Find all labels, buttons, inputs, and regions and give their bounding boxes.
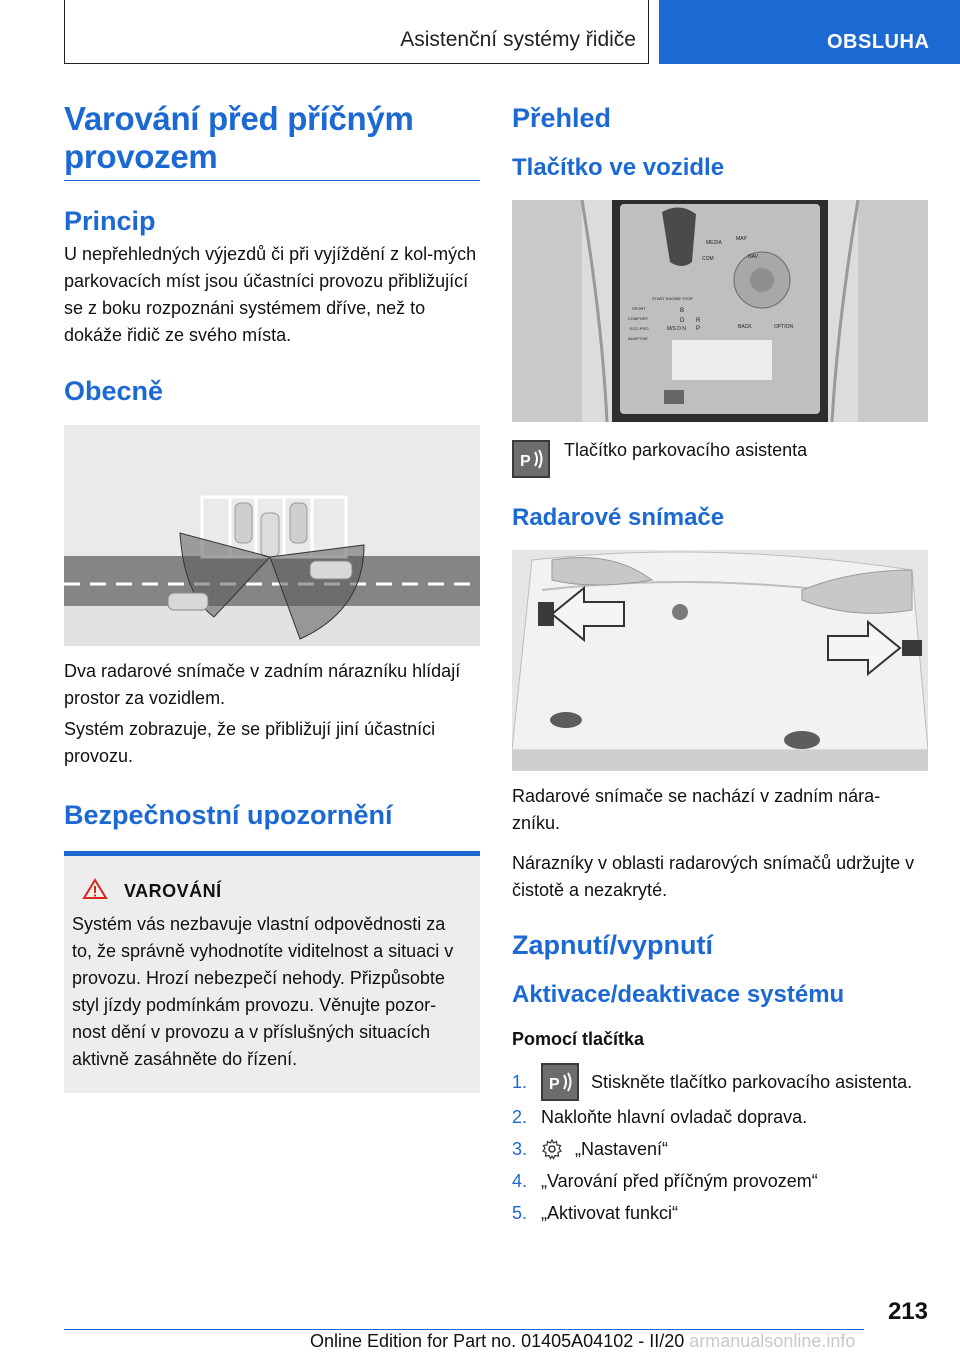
step-number: 2. — [512, 1107, 528, 1127]
heading-general: Obecně — [64, 376, 164, 406]
label-comfort: COMFORT — [628, 316, 649, 321]
button-caption-row — [512, 440, 928, 478]
footer-edition: Online Edition for Part no. 01405A04102 - II/20 — [310, 1331, 685, 1351]
label-back: BACK — [738, 324, 752, 330]
warning-title-row — [82, 878, 470, 905]
parking-diagram — [64, 425, 480, 646]
header-box — [64, 0, 649, 64]
warning-box — [64, 851, 480, 1093]
footer-rule — [64, 1329, 864, 1330]
radar-text-1: Radarové snímače se nachází v zadním nára‐zníku. — [512, 786, 881, 833]
footer-edition-line — [310, 1331, 855, 1352]
step-4 — [512, 1165, 928, 1197]
label-nav: NAV — [748, 254, 758, 260]
label-option: OPTION — [774, 324, 794, 330]
parking-diagram-figure — [64, 425, 480, 646]
label-sport: SPORT — [632, 306, 646, 311]
step-1 — [512, 1063, 928, 1101]
step-text: Nakloňte hlavní ovladač doprava. — [541, 1107, 808, 1127]
radar-text-2: Nárazníky v oblasti radarových snímačů udržujte v čistotě a nezakryté. — [512, 853, 915, 900]
header-tab-obsluha[interactable]: OBSLUHA — [659, 0, 960, 64]
step-5 — [512, 1197, 928, 1229]
header-section-title: Asistenční systémy řidiče — [400, 28, 636, 51]
label-gear-p: P — [696, 326, 701, 332]
step-text: „Varování před příčným provozem“ — [541, 1171, 818, 1191]
step-2 — [512, 1101, 928, 1133]
step-text: „Aktivovat funkci“ — [541, 1203, 679, 1223]
left-column — [64, 100, 480, 1093]
warning-text: Systém vás nezbavuje vlastní odpovědnosti za to, že správně vyhodnotíte viditelnost a situaci v provozu. Hrozí nebezpečí nehody. Přizpůsobte styl jízdy podmínkám provozu. Věnujte pozor‐nost dění v provozu a v příslušných situacích aktivně zasáhněte do řízení. — [72, 914, 454, 1069]
label-adaptive: ADAPTIVE — [628, 336, 648, 341]
right-column — [512, 100, 928, 1229]
heading-principle: Princip — [64, 206, 156, 236]
button-caption: Tlačítko parkovacího asistenta — [564, 440, 808, 460]
bumper-photo-figure — [512, 550, 928, 771]
footer-watermark: armanualsonline.info — [689, 1331, 856, 1351]
label-gear-msdn: M/S D N — [667, 326, 686, 332]
general-text-2: Systém zobrazuje, že se přibližují jiní účastníci provozu. — [64, 719, 436, 766]
general-text-1: Dva radarové snímače v zadním nárazníku hlídají prostor za vozidlem. — [64, 661, 461, 708]
svg-text:P: P — [549, 1076, 560, 1093]
step-number: 1. — [512, 1072, 528, 1092]
heading-radar-sensors: Radarové snímače — [512, 504, 725, 531]
warning-title: VAROVÁNÍ — [124, 881, 222, 901]
heading-via-button: Pomocí tlačítka — [512, 1029, 645, 1049]
label-gear-b: B — [680, 308, 685, 314]
label-gear-r: R — [696, 318, 701, 324]
warning-triangle-icon — [82, 878, 108, 905]
step-3 — [512, 1133, 928, 1165]
heading-overview: Přehled — [512, 103, 612, 133]
step-text: Stiskněte tlačítko parkovacího asistenta. — [591, 1072, 913, 1092]
svg-text:P: P — [520, 453, 531, 470]
step-text: „Nastavení“ — [575, 1139, 669, 1159]
heading-on-off: Zapnutí/vypnutí — [512, 930, 713, 960]
step-number: 3. — [512, 1139, 528, 1159]
label-media: MEDIA — [706, 240, 722, 246]
gear-icon — [541, 1138, 563, 1160]
heading-button-in-vehicle: Tlačítko ve vozidle — [512, 154, 725, 181]
label-start-stop: START ENGINE STOP — [652, 296, 694, 301]
heading-safety: Bezpečnostní upozornění — [64, 800, 393, 830]
principle-text: U nepřehledných výjezdů či při vyjíždění z kol‐mých parkovacích míst jsou účastníci provozu přibližující se z boku rozpoznáni systémem dříve, než to dokáže řidič ze svého místa. — [64, 244, 477, 345]
label-gear-d: D — [680, 318, 685, 324]
label-eco-pro: ECO PRO — [630, 326, 649, 331]
heading-activate: Aktivace/deaktivace systému — [512, 981, 845, 1008]
console-photo — [512, 200, 928, 422]
steps-list — [512, 1063, 928, 1229]
label-map: MAP — [736, 236, 747, 242]
parking-button-photo — [664, 390, 684, 404]
page-number: 213 — [887, 1298, 928, 1325]
step-number: 5. — [512, 1203, 528, 1223]
step-number: 4. — [512, 1171, 528, 1191]
page-title: Varování před příčným provozem — [64, 100, 414, 175]
bumper-photo — [512, 550, 928, 771]
console-photo-figure — [512, 200, 928, 422]
parking-assistant-icon — [512, 440, 550, 478]
title-block — [64, 100, 480, 181]
label-com: COM — [702, 256, 714, 262]
parking-assistant-icon — [541, 1063, 579, 1101]
